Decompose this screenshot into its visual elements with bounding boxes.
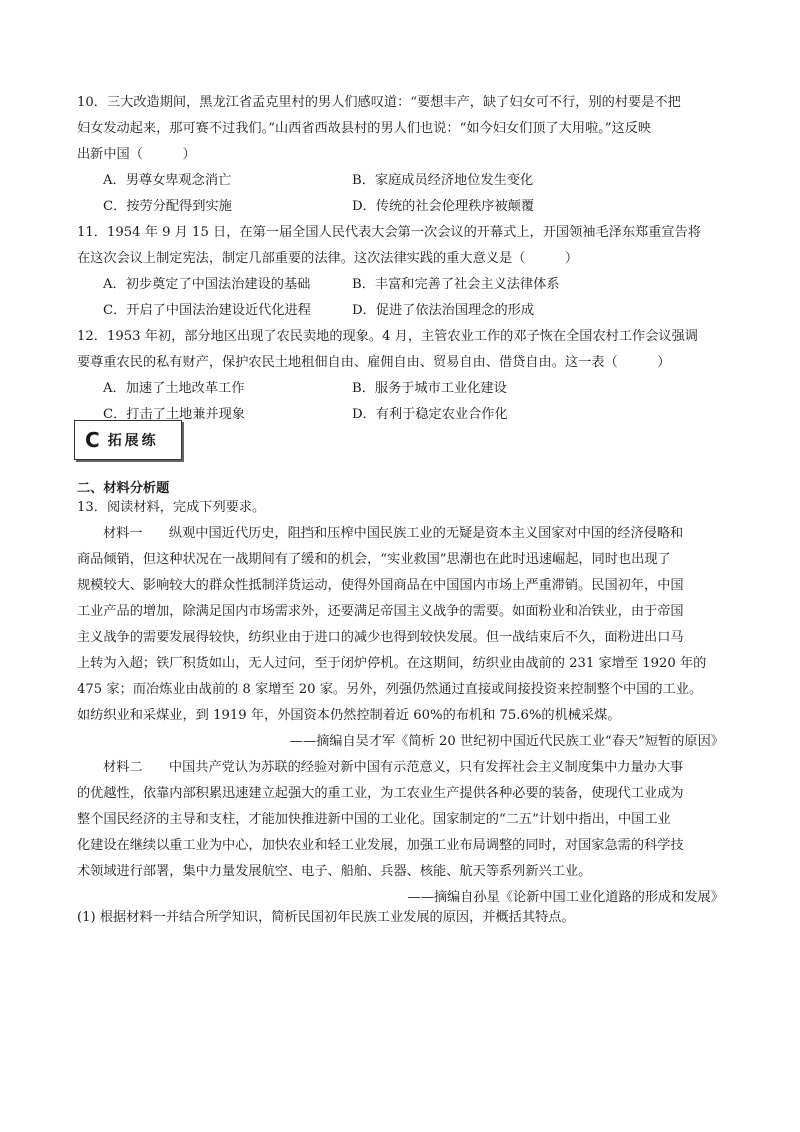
q11-option-b[interactable]: B．丰富和完善了社会主义法律体系	[352, 277, 560, 292]
q10-line-3: 出新中国（ ）	[77, 147, 196, 162]
section-badge-extension	[74, 420, 182, 460]
q12-line-2: 要尊重农民的私有财产，保护农民土地租佃自由、雇佣自由、贸易自由、借贷自由。这一表（ ）	[77, 355, 671, 370]
q13-material-2-line-4: 化建设在继续以重工业为中心，加快农业和轻工业发展，加强工业布局调整的同时，对国家急需的科学技	[77, 838, 684, 853]
q13-material-1-line-1: 材料一 纵观中国近代历史，阻挡和压榨中国民族工业的无疑是资本主义国家对中国的经济侵略和	[103, 526, 684, 541]
q11-option-a[interactable]: A．初步奠定了中国法治建设的基础	[103, 277, 311, 292]
q12-option-d[interactable]: D．有利于稳定农业合作化	[352, 407, 508, 422]
q11-option-c[interactable]: C．开启了中国法治建设近代化进程	[103, 303, 311, 318]
q13-material-2-line-1: 材料二 中国共产党认为苏联的经验对新中国有示范意义，只有发挥社会主义制度集中力量办大事	[103, 760, 684, 775]
section-heading: 二、材料分析题	[77, 481, 170, 496]
q10-line-2: 妇女发动起来，那可赛不过我们。”山西省西故县村的男人们也说：“如今妇女们顶了大用啦。”这反映	[77, 121, 652, 136]
q11-line-2: 在这次会议上制定宪法，制定几部重要的法律。这次法律实践的重大意义是（ ）	[77, 251, 579, 266]
q13-material-2-source: ——摘编自孙星《论新中国工业化道路的形成和发展》	[407, 890, 724, 905]
q13-material-2-line-5: 术领域进行部署，集中力量发展航空、电子、船舶、兵器、核能、航天等系列新兴工业。	[77, 864, 592, 879]
q13-material-1-line-5: 主义战争的需要发展得较快，纺织业由于进口的减少也得到较快发展。但一战结束后不久，面粉进出口马	[77, 630, 684, 645]
q13-material-2-line-2: 的优越性，依靠内部积累迅速建立起强大的重工业，为工农业生产提供各种必要的装备，使现代工业成为	[77, 786, 684, 801]
q13-intro: 13．阅读材料，完成下列要求。	[77, 500, 266, 515]
q13-material-1-line-8: 如纺织业和采煤业，到 1919 年，外国资本仍然控制着近 60%的布机和 75.6%的机械采煤。	[77, 708, 621, 723]
q13-material-1-line-7: 475 家；而冶炼业由战前的 8 家增至 20 家。另外，列强仍然通过直接或间接投资来控制整个中国的工业。	[77, 682, 703, 697]
q13-material-1-line-4: 工业产品的增加，除满足国内市场需求外，还要满足帝国主义战争的需要。如面粉业和冶铁业，由于帝国	[77, 604, 684, 619]
section-badge-letter: C	[85, 428, 100, 452]
q13-subquestion-1: (1) 根据材料一并结合所学知识，简析民国初年民族工业发展的原因，并概括其特点。	[77, 910, 575, 925]
q13-material-1-source: ——摘编自吴才军《简析 20 世纪初中国近代民族工业“春天”短暂的原因》	[289, 734, 724, 749]
q10-option-c[interactable]: C．按劳分配得到实施	[103, 199, 232, 214]
q12-option-c[interactable]: C．打击了土地兼并现象	[103, 407, 245, 422]
q10-option-b[interactable]: B．家庭成员经济地位发生变化	[352, 173, 534, 188]
q13-material-1-line-2: 商品倾销，但这种状况在一战期间有了缓和的机会，“实业救国”思潮也在此时迅速崛起，同时也出现了	[77, 552, 671, 567]
q11-line-1: 11．1954 年 9 月 15 日，在第一届全国人民代表大会第一次会议的开幕式上，开国领袖毛泽东郑重宣告将	[77, 225, 701, 240]
q10-line-1: 10．三大改造期间，黑龙江省孟克里村的男人们感叹道：“要想丰产，缺了妇女可不行，别的村要是不把	[77, 95, 681, 110]
q12-line-1: 12．1953 年初，部分地区出现了农民卖地的现象。4 月，主管农业工作的邓子恢在全国农村工作会议强调	[77, 329, 698, 344]
q10-option-d[interactable]: D．传统的社会伦理秩序被颠覆	[352, 199, 535, 214]
q10-option-a[interactable]: A．男尊女卑观念消亡	[103, 173, 232, 188]
q13-material-1-line-3: 规模较大、影响较大的群众性抵制洋货运动，使得外国商品在中国国内市场上严重滞销。民国初年，中国	[77, 578, 684, 593]
section-badge-label: 拓展练	[107, 433, 159, 449]
q11-option-d[interactable]: D．促进了依法治国理念的形成	[352, 303, 535, 318]
q12-option-a[interactable]: A．加速了土地改革工作	[103, 381, 245, 396]
q13-material-1-line-6: 上转为入超；铁厂积货如山，无人过问，至于闭炉停机。在这期间，纺织业由战前的 231 家增至 1920 年的	[77, 656, 707, 671]
q12-option-b[interactable]: B．服务于城市工业化建设	[352, 381, 507, 396]
q13-material-2-line-3: 整个国民经济的主导和支柱，才能加快推进新中国的工业化。国家制定的“二五”计划中指出，中国工业	[77, 812, 671, 827]
